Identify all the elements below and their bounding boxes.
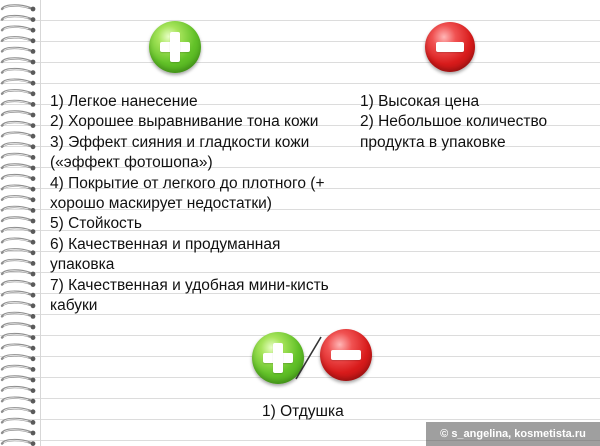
spiral-ring	[2, 419, 35, 425]
spiral-ring	[2, 398, 35, 404]
spiral-ring	[2, 366, 35, 372]
spiral-ring	[2, 345, 35, 351]
pros-item: 6) Качественная и продуманная упаковка	[50, 235, 281, 274]
pros-item: 2) Хорошее выравнивание тона кожи	[50, 113, 319, 131]
spiral-ring	[2, 239, 35, 245]
spiral-ring	[2, 207, 35, 213]
spiral-ring	[2, 281, 35, 287]
spiral-ring	[2, 59, 35, 65]
spiral-ring	[2, 69, 35, 75]
cons-item: 1) Высокая цена	[360, 93, 480, 110]
spiral-ring	[2, 186, 35, 192]
spiral-ring	[2, 143, 35, 149]
spiral-ring	[2, 133, 35, 139]
pros-item: 3) Эффект сияния и гладкости кожи («эффект фотошопа»)	[50, 133, 310, 172]
spiral-ring	[2, 249, 35, 255]
spiral-ring	[2, 440, 35, 446]
spiral-ring	[2, 387, 35, 393]
spiral-ring	[2, 271, 35, 277]
spiral-ring	[2, 90, 35, 96]
spiral-ring	[2, 122, 35, 128]
spiral-ring	[2, 430, 35, 436]
spiral-ring	[2, 292, 35, 298]
spiral-binding	[0, 0, 44, 446]
spiral-ring	[2, 37, 35, 43]
pros-item: 4) Покрытие от легкого до плотного (+ хорошо маскирует недостатки)	[50, 174, 325, 213]
pros-item: 7) Качественная и удобная мини-кисть кабуки	[50, 276, 329, 315]
cons-item: 2) Небольшое количество продукта в упаковке	[360, 113, 548, 151]
spiral-ring	[2, 48, 35, 54]
spiral-ring	[2, 27, 35, 33]
pros-list	[50, 92, 340, 316]
spiral-ring	[2, 324, 35, 330]
spiral-ring	[2, 228, 35, 234]
spiral-ring	[2, 101, 35, 107]
watermark: © s_angelina, kosmetista.ru	[426, 422, 600, 446]
spiral-ring	[2, 6, 35, 12]
minus-circle-icon	[425, 22, 475, 72]
mixed-item: 1) Отдушка	[262, 403, 344, 420]
spiral-ring	[2, 175, 35, 181]
minus-sign	[331, 350, 361, 360]
spiral-ring	[2, 196, 35, 202]
spiral-ring	[2, 313, 35, 319]
spiral-ring	[2, 16, 35, 22]
pros-item: 5) Стойкость	[50, 215, 142, 233]
spiral-ring	[2, 154, 35, 160]
spiral-ring	[2, 165, 35, 171]
cons-list	[360, 92, 590, 153]
spiral-ring	[2, 218, 35, 224]
plus-circle-icon	[149, 21, 201, 73]
spiral-ring	[2, 408, 35, 414]
spiral-ring	[2, 377, 35, 383]
spiral-ring	[2, 260, 35, 266]
minus-sign	[436, 42, 464, 52]
pros-item: 1) Легкое нанесение	[50, 93, 198, 110]
minus-circle-icon	[320, 329, 372, 381]
spiral-ring	[2, 302, 35, 308]
spiral-ring	[2, 334, 35, 340]
spiral-ring	[2, 112, 35, 118]
spiral-ring	[2, 80, 35, 86]
spiral-ring	[2, 355, 35, 361]
